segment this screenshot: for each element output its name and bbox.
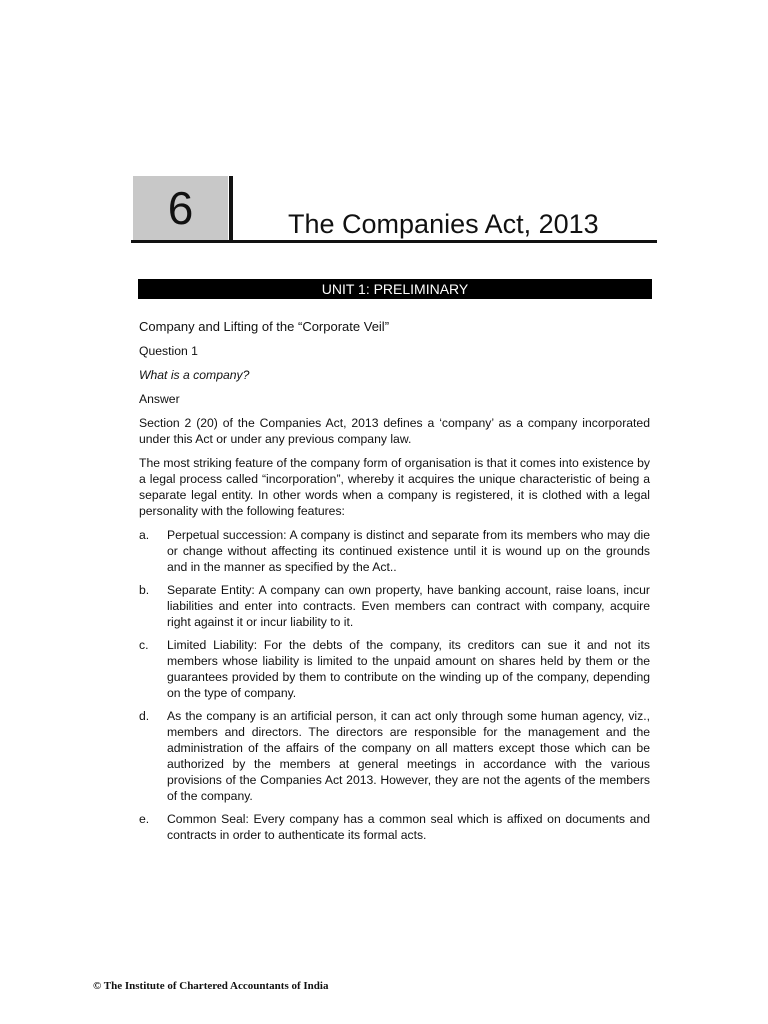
chapter-number-box: 6 bbox=[133, 176, 228, 240]
list-item bbox=[139, 811, 650, 843]
list-item bbox=[139, 582, 650, 630]
chapter-vertical-rule bbox=[229, 176, 233, 242]
list-item-text: Separate Entity: A company can own property, have banking account, raise loans, incur liabilities and enter into contracts. Even members can contract with company, acquire right against it or incur liability to it. bbox=[167, 583, 650, 629]
footer-copyright: © The Institute of Chartered Accountants of India bbox=[93, 980, 329, 992]
question-text: What is a company? bbox=[139, 368, 250, 382]
unit-heading-bar: UNIT 1: PRELIMINARY bbox=[138, 279, 652, 299]
list-marker: d. bbox=[139, 709, 150, 723]
list-item-text: Perpetual succession: A company is distinct and separate from its members who may die or change without affecting its continued existence until it is wound up on the grounds and in the manner as specified by the Act.. bbox=[167, 528, 650, 574]
answer-label: Answer bbox=[139, 392, 180, 406]
list-marker: a. bbox=[139, 528, 150, 542]
list-item bbox=[139, 527, 650, 575]
chapter-horizontal-rule bbox=[131, 240, 657, 243]
page-content bbox=[139, 319, 650, 850]
list-item-text: Common Seal: Every company has a common seal which is affixed on documents and contracts in order to authenticate its formal acts. bbox=[167, 812, 650, 842]
question-label: Question 1 bbox=[139, 344, 198, 358]
answer-paragraph: Section 2 (20) of the Companies Act, 2013 defines a ‘company’ as a company incorporated under this Act or under any previous company law. bbox=[139, 416, 650, 446]
list-marker: e. bbox=[139, 812, 150, 826]
list-marker: c. bbox=[139, 638, 149, 652]
list-item bbox=[139, 708, 650, 804]
answer-paragraph: The most striking feature of the company form of organisation is that it comes into existence by a legal process called “incorporation”, whereby it acquires the unique characteristic of being a separate legal entity. In other words when a company is registered, it is clothed with a legal personality with the following features: bbox=[139, 456, 650, 518]
list-item-text: Limited Liability: For the debts of the company, its creditors can sue it and not its members whose liability is limited to the unpaid amount on shares held by them or the guarantees provided by them to contribute on the winding up of the company, depending on the type of company. bbox=[167, 638, 650, 700]
section-heading: Company and Lifting of the “Corporate Veil” bbox=[139, 319, 390, 334]
list-item bbox=[139, 637, 650, 701]
list-marker: b. bbox=[139, 583, 150, 597]
list-item-text: As the company is an artificial person, it can act only through some human agency, viz., members and directors. The directors are responsible for the management and the administration of the affairs of the company on all matters except those which can be authorized by the members at general meetings in accordance with the various provisions of the Companies Act 2013. However, they are not the agents of the members of the company. bbox=[167, 709, 650, 803]
chapter-title: The Companies Act, 2013 bbox=[288, 209, 599, 239]
features-list bbox=[139, 527, 650, 843]
